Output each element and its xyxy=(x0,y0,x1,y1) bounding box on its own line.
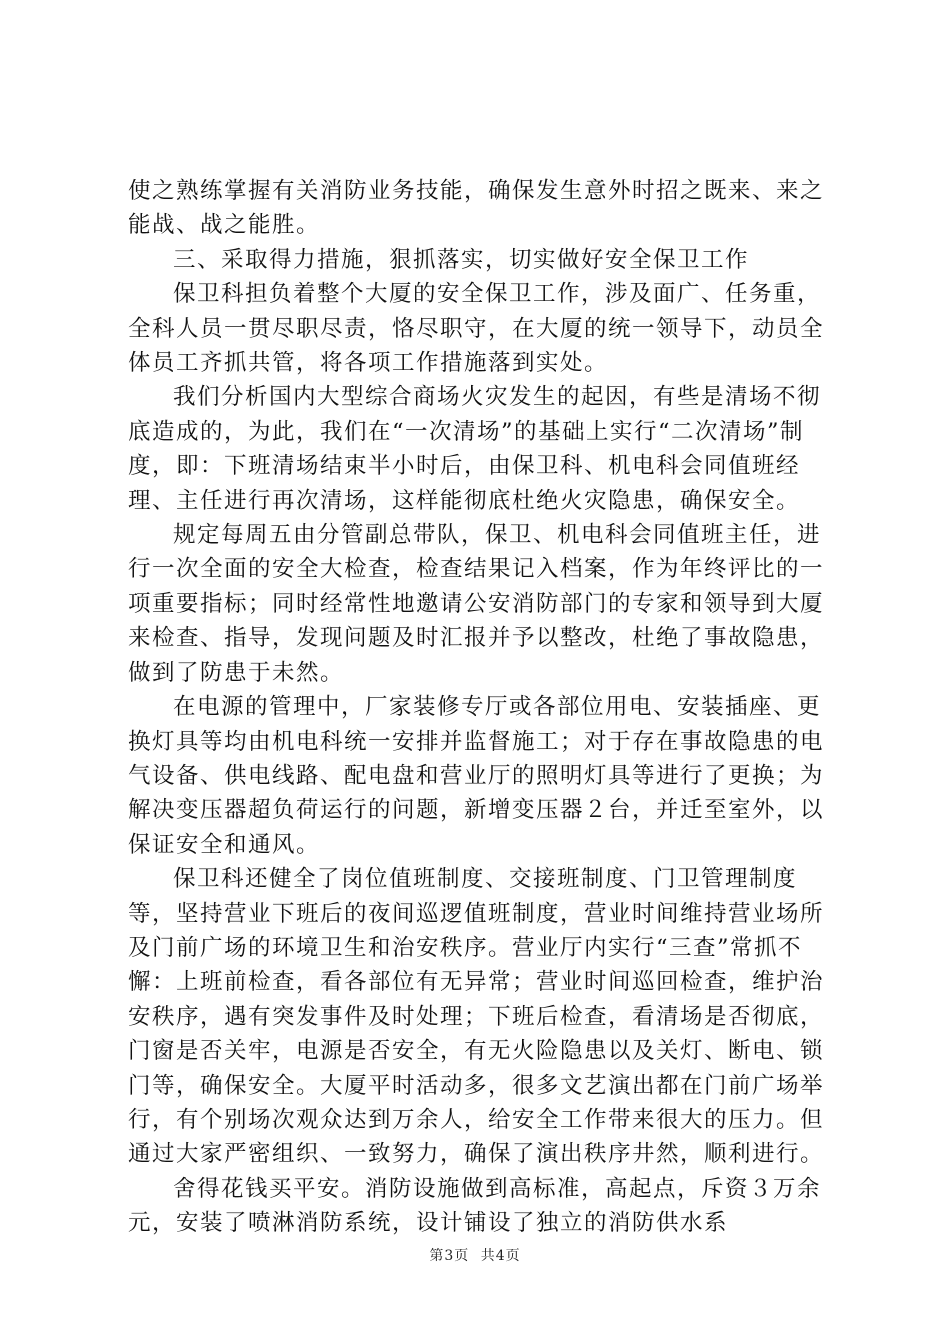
page-number: 第3页 xyxy=(429,1248,470,1264)
page-footer xyxy=(0,1245,950,1265)
paragraph: 规定每周五由分管副总带队，保卫、机电科会同值班主任，进行一次全面的安全大检查，检查结果记入档案，作为年终评比的一项重要指标；同时经常性地邀请公安消防部门的专家和领导到大厦来检查、指导，发现问题及时汇报并予以整改，杜绝了事故隐患，做到了防患于未然。 xyxy=(128,522,825,686)
page-total: 共4页 xyxy=(480,1248,521,1264)
paragraph: 我们分析国内大型综合商场火灾发生的起因，有些是清场不彻底造成的，为此，我们在“一次清场”的基础上实行“二次清场”制度，即：下班清场结束半小时后，由保卫科、机电科会同值班经理、主任进行再次清场，这样能彻底杜绝火灾隐患，确保安全。 xyxy=(128,384,822,514)
paragraph: 舍得花钱买平安。消防设施做到高标准，高起点，斥资３万余元，安装了喷淋消防系统，设计铺设了独立的消防供水系 xyxy=(128,1175,822,1237)
section-heading: 三、采取得力措施，狠抓落实，切实做好安全保卫工作 xyxy=(173,246,750,273)
paragraph-continuation: 使之熟练掌握有关消防业务技能，确保发生意外时招之既来、来之能战、战之能胜。 xyxy=(128,178,825,239)
paragraph: 在电源的管理中，厂家装修专厅或各部位用电、安装插座、更换灯具等均由机电科统一安排并监督施工；对于存在事故隐患的电气设备、供电线路、配电盘和营业厅的照明灯具等进行了更换；为解决变压器超负荷运行的问题，新增变压器２台，并迁至室外，以保证安全和通风。 xyxy=(128,694,825,858)
paragraph: 保卫科担负着整个大厦的安全保卫工作，涉及面广、任务重，全科人员一贯尽职尽责，恪尽职守，在大厦的统一领导下，动员全体员工齐抓共管，将各项工作措施落到实处。 xyxy=(128,281,825,377)
paragraph: 保卫科还健全了岗位值班制度、交接班制度、门卫管理制度等，坚持营业下班后的夜间巡逻值班制度，营业时间维持营业场所及门前广场的环境卫生和治安秩序。营业厅内实行“三查”常抓不懈：上班前检查，看各部位有无异常；营业时间巡回检查，维护治安秩序，遇有突发事件及时处理；下班后检查，看清场是否彻底，门窗是否关牢，电源是否安全，有无火险隐患以及关灯、断电、锁门等，确保安全。大厦平时活动多，很多文艺演出都在门前广场举行，有个别场次观众达到万余人，给安全工作带来很大的压力。但通过大家严密组织、一致努力，确保了演出秩序井然，顺利进行。 xyxy=(128,866,825,1168)
document-body xyxy=(128,174,828,1241)
